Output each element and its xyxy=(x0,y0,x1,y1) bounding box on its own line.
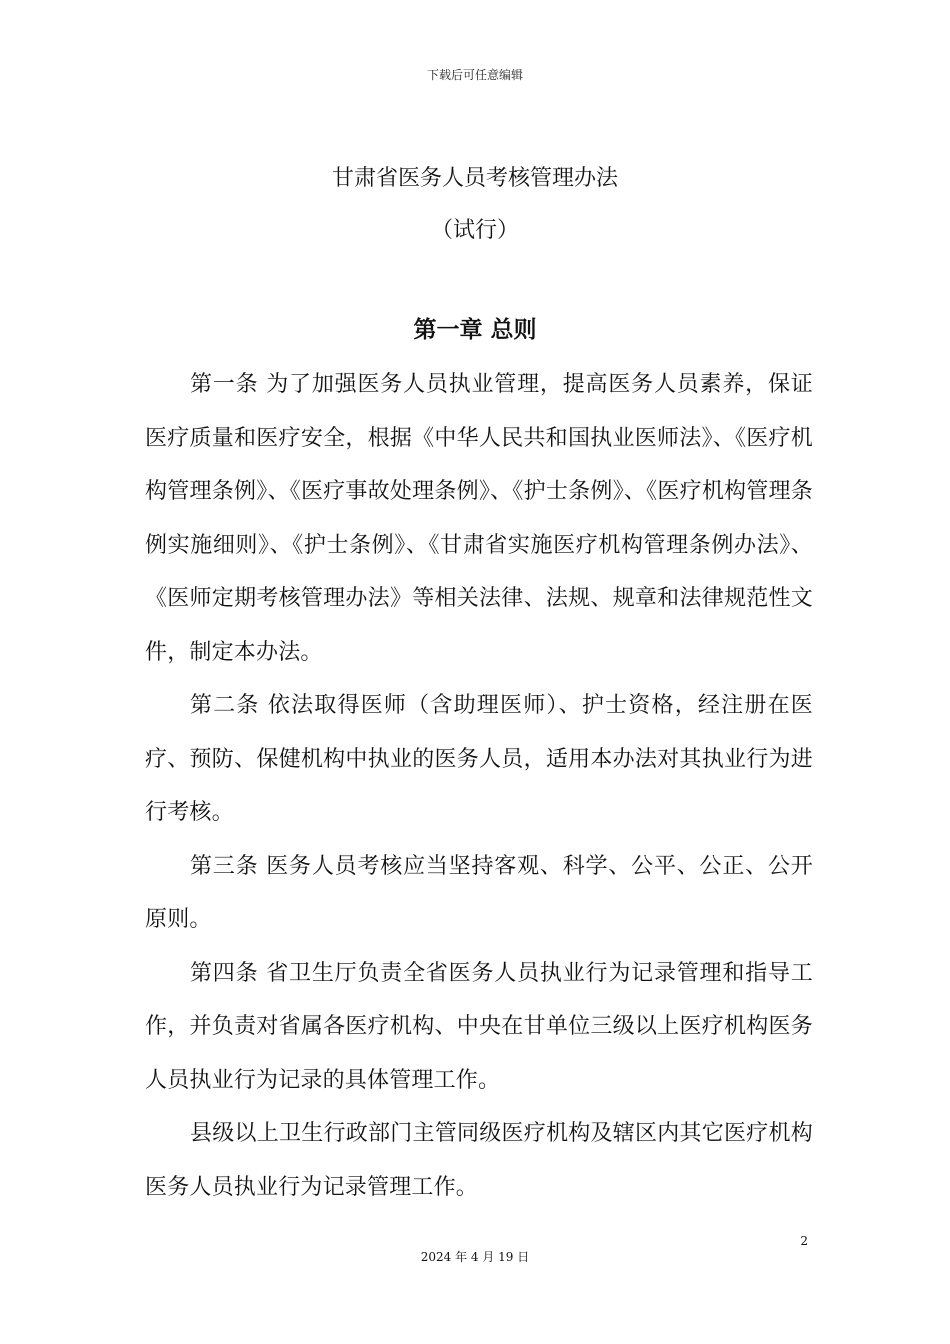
page-number: 2 xyxy=(800,1234,808,1248)
paragraph-article-4: 第四条 省卫生厅负责全省医务人员执业行为记录管理和指导工作，并负责对省属各医疗机构、中央在甘单位三级以上医疗机构医务人员执业行为记录的具体管理工作。 xyxy=(145,960,813,1093)
paragraph-article-3: 第三条 医务人员考核应当坚持客观、科学、公平、公正、公开原则。 xyxy=(145,853,813,932)
paragraph-article-1: 第一条 为了加强医务人员执业管理，提高医务人员素养，保证医疗质量和医疗安全，根据《中华人民共和国执业医师法》、《医疗机构管理条例》、《医疗事故处理条例》、《护士条例》、《医疗机构管理条例实施细则》、《护士条例》、《甘肃省实施医疗机构管理条例办法》、《医师定期考核管理办法》等相关法律、法规、规章和法律规范性文件，制定本办法。 xyxy=(145,372,813,665)
paragraph-article-4-continued: 县级以上卫生行政部门主管同级医疗机构及辖区内其它医疗机构医务人员执业行为记录管理工作。 xyxy=(145,1121,813,1200)
document-subtitle: （试行） xyxy=(430,218,519,243)
body-text xyxy=(145,358,813,1214)
paragraph-article-2: 第二条 依法取得医师（含助理医师）、护士资格，经注册在医疗、预防、保健机构中执业的医务人员，适用本办法对其执业行为进行考核。 xyxy=(145,693,813,825)
document-title: 甘肃省医务人员考核管理办法 xyxy=(331,166,618,191)
page-footer-date: 2024 年 4 月 19 日 xyxy=(420,1250,530,1264)
page-header: 下载后可任意编辑 xyxy=(426,68,523,82)
chapter-heading: 第一章 总则 xyxy=(413,317,537,343)
